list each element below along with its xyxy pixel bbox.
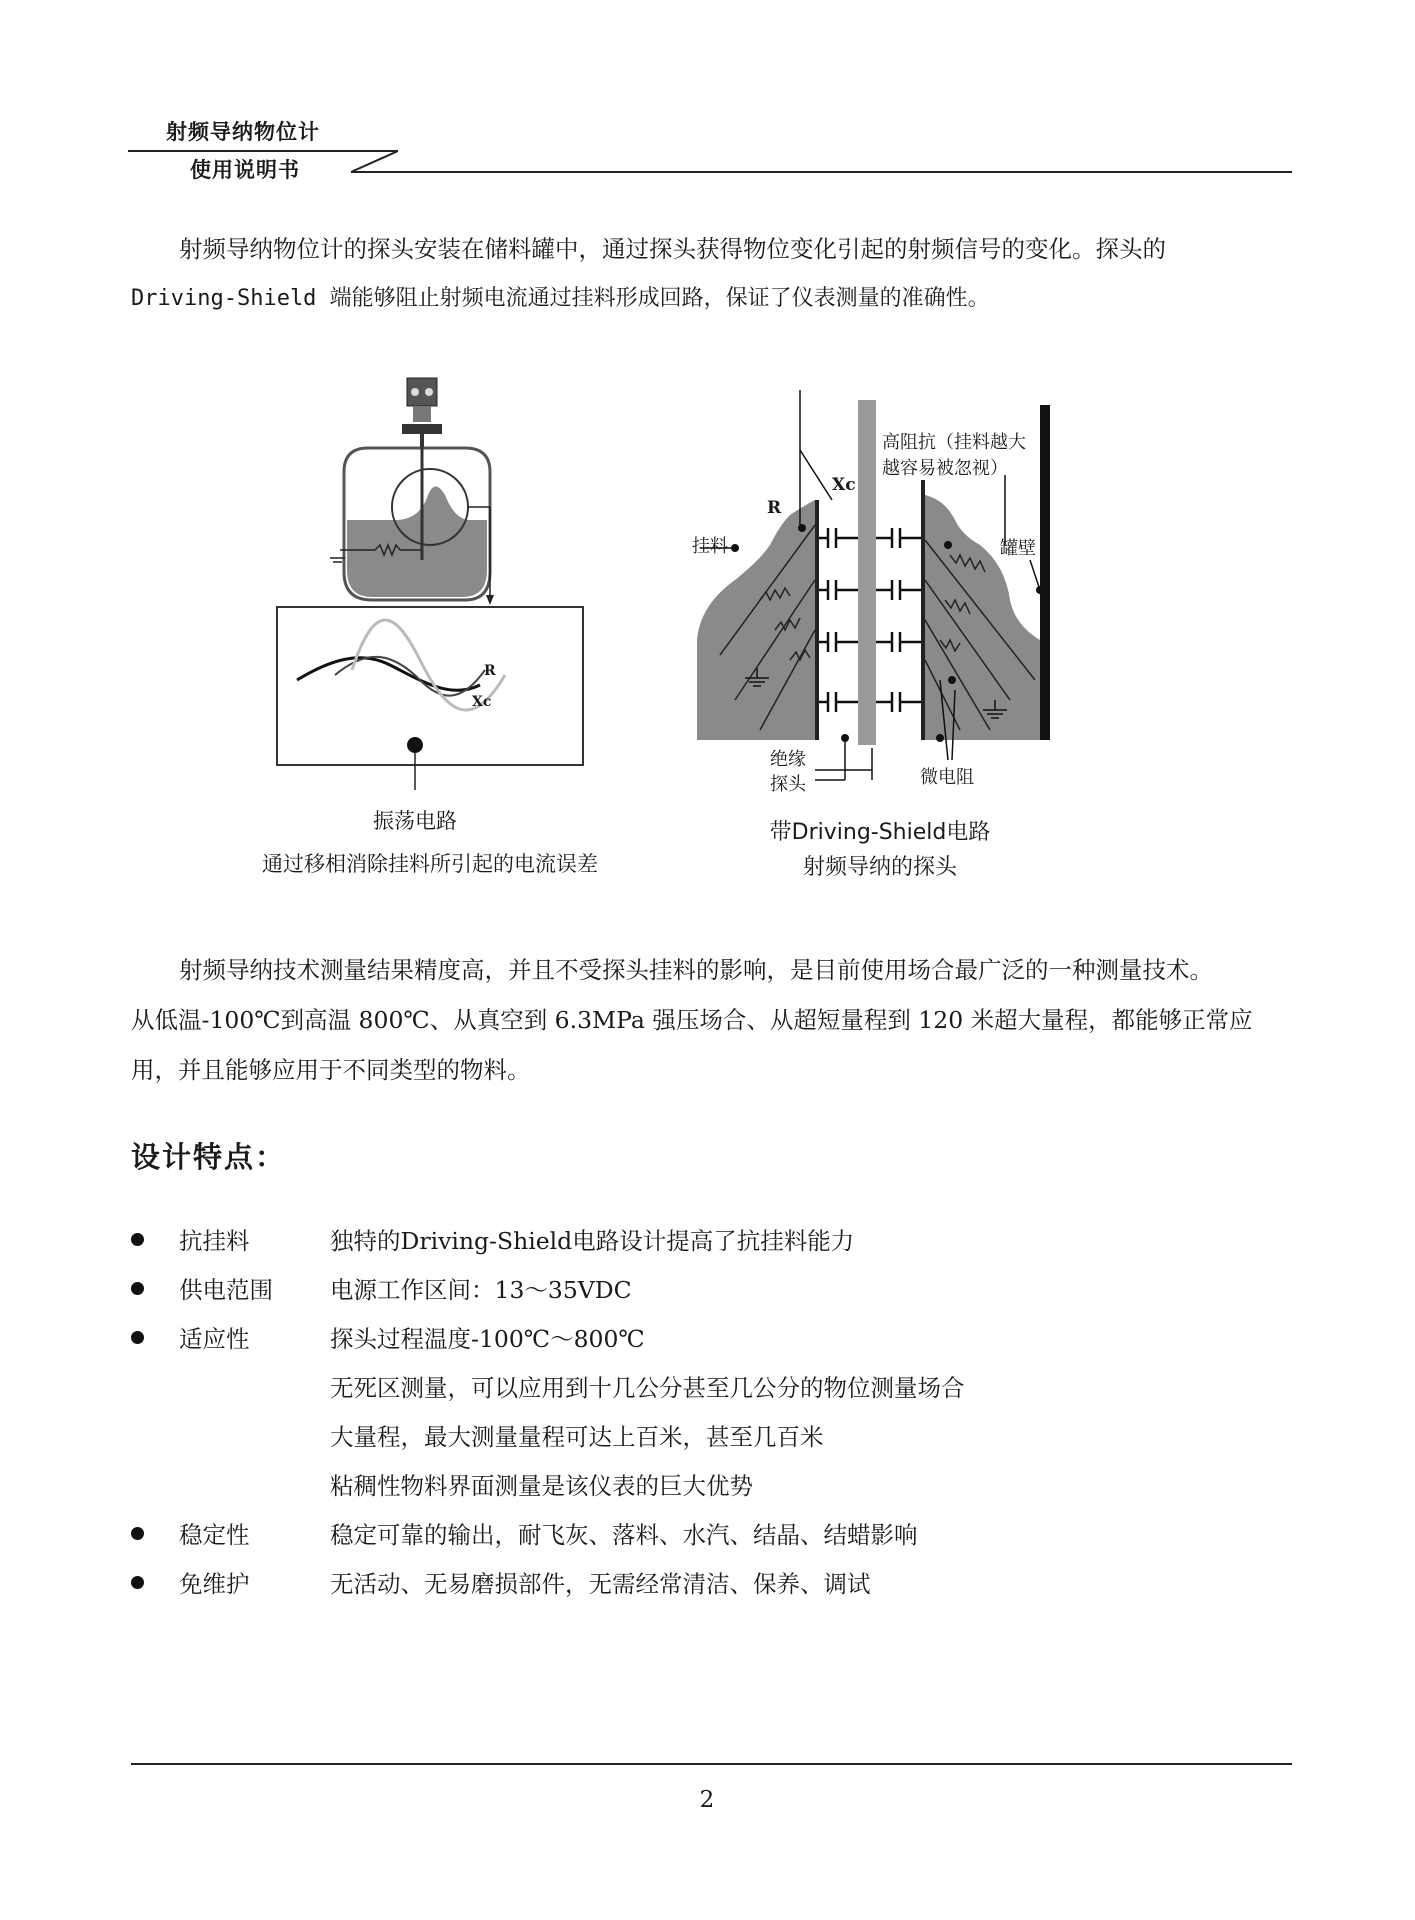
list-item	[131, 1369, 1291, 1418]
fig-right-micro-resistance-label: 微电阻	[920, 767, 974, 788]
feature-desc: 稳定可靠的输出，耐飞灰、落料、水汽、结晶、结蜡影响	[330, 1521, 918, 1549]
feature-desc: 无死区测量，可以应用到十几公分甚至几公分的物位测量场合	[330, 1374, 965, 1402]
feature-name: 稳定性	[179, 1521, 250, 1549]
list-item	[131, 1222, 1291, 1271]
fig-right-caption-1: 带Driving-Shield电路	[769, 820, 991, 845]
bullet-icon	[131, 1233, 144, 1246]
feature-name: 供电范围	[179, 1276, 273, 1304]
bullet-icon	[131, 1527, 144, 1540]
section-title: 设计特点：	[131, 1140, 287, 1174]
feature-name: 抗挂料	[179, 1227, 250, 1255]
intro-line-1: 射频导纳物位计的探头安装在储料罐中，通过探头获得物位变化引起的射频信号的变化。探头的	[179, 235, 1166, 263]
fig-right-probe-label: 探头	[770, 774, 806, 795]
tech-line-1: 射频导纳技术测量结果精度高，并且不受探头挂料的影响，是目前使用场合最广泛的一种测量技术。	[179, 956, 1213, 984]
tech-line-3: 用，并且能够应用于不同类型的物料。	[131, 1056, 531, 1084]
feature-desc: 探头过程温度-100℃～800℃	[330, 1325, 645, 1353]
bullet-icon	[131, 1282, 144, 1295]
fig-right-caption-2: 射频导纳的探头	[802, 855, 957, 880]
feature-name: 适应性	[179, 1325, 250, 1353]
footer-rule	[131, 1763, 1292, 1765]
list-item	[131, 1516, 1291, 1565]
fig-right-insulation-label: 绝缘	[770, 749, 806, 770]
list-item	[131, 1467, 1291, 1516]
tech-line-2: 从低温-100℃到高温 800℃、从真空到 6.3MPa 强压场合、从超短量程到 120 米超大量程，都能够正常应	[131, 1006, 1253, 1034]
feature-name: 免维护	[179, 1570, 250, 1598]
feature-desc: 粘稠性物料界面测量是该仪表的巨大优势	[330, 1472, 753, 1500]
fig-right-high-impedance-1: 高阻抗（挂料越大	[882, 432, 1026, 453]
tech-paragraph	[131, 945, 1293, 1095]
bullet-icon	[131, 1331, 144, 1344]
feature-desc: 无活动、无易磨损部件，无需经常清洁、保养、调试	[330, 1570, 871, 1598]
fig-left-r-label: R	[484, 663, 496, 679]
page-number: 2	[699, 1787, 715, 1813]
bullet-icon	[131, 1576, 144, 1589]
probe-figure	[0, 0, 1415, 900]
tank-diagram	[277, 378, 583, 790]
list-item	[131, 1320, 1291, 1369]
fig-right-tank-wall-label: 罐壁	[1000, 538, 1036, 559]
fig-left-caption-1: 振荡电路	[373, 809, 457, 833]
fig-right-gualiao-label: 挂料	[692, 536, 728, 557]
list-item	[131, 1271, 1291, 1320]
feature-desc: 电源工作区间：13～35VDC	[330, 1276, 632, 1304]
feature-desc: 独特的Driving-Shield电路设计提高了抗挂料能力	[330, 1227, 855, 1255]
fig-right-xc-label: Xc	[832, 475, 856, 495]
fig-left-caption-2: 通过移相消除挂料所引起的电流误差	[262, 852, 598, 876]
intro-line-2: Driving-Shield 端能够阻止射频电流通过挂料形成回路，保证了仪表测量的准确性。	[131, 286, 990, 311]
fig-right-high-impedance-2: 越容易被忽视）	[882, 458, 1008, 479]
fig-right-r-label: R	[767, 498, 782, 518]
list-item	[131, 1565, 1291, 1614]
feature-desc: 大量程，最大测量量程可达上百米，甚至几百米	[330, 1423, 824, 1451]
features-list	[131, 1222, 1291, 1614]
list-item	[131, 1418, 1291, 1467]
header-subtitle: 使用说明书	[190, 158, 300, 182]
header-title: 射频导纳物位计	[166, 120, 320, 144]
fig-left-xc-label: Xc	[472, 694, 492, 710]
